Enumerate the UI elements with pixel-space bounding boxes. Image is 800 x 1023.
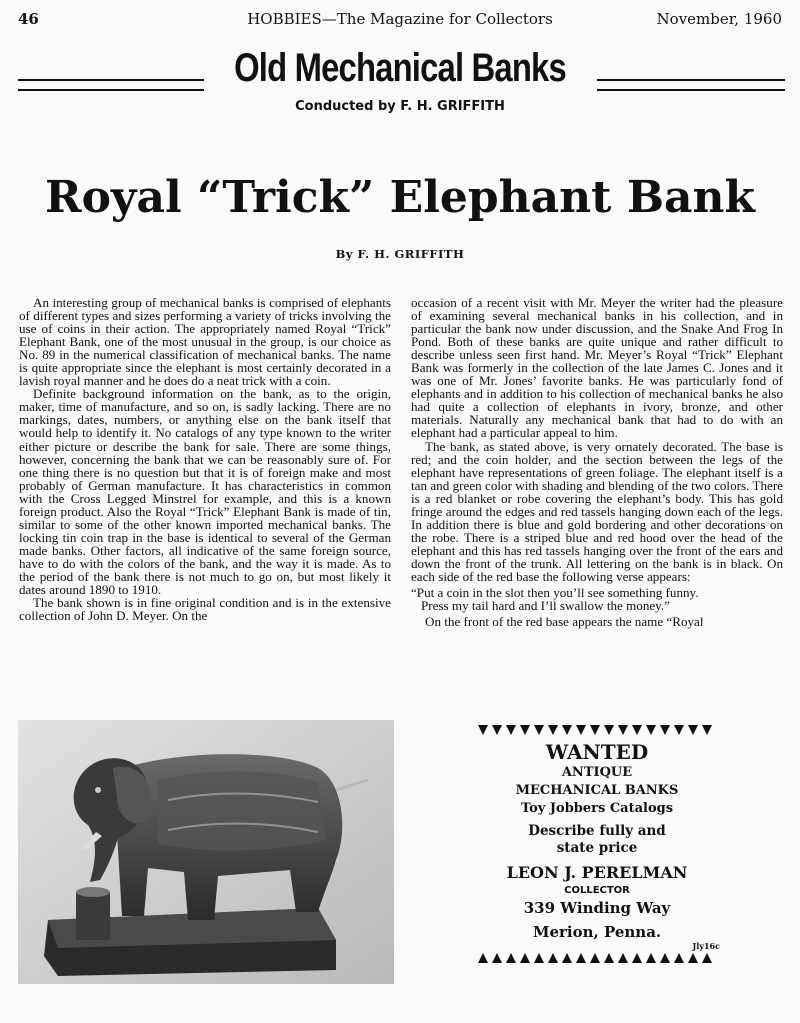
elephant-bank-photo	[18, 720, 394, 984]
ad-heading: WANTED	[545, 740, 649, 764]
bottom-triangle-border-icon	[472, 951, 722, 963]
byline: By F. H. GRIFFITH	[335, 247, 465, 261]
ad-line: MECHANICAL BANKS	[515, 783, 679, 798]
page-number: 46	[18, 10, 39, 28]
paragraph: Definite background information on the bank, as to the origin, maker, time of manufacture, and so on, is sadly lacking. There are no markings, dates, numbers, or anything else on the bank itself that would help to identify it. No catalogs of any type known to the writer either picture or describe the bank for sale. There are some things, however, concerning the bank that we can be reasonably sure of. For one thing there is no question but that it is of foreign make and most probably of German manufacture. It has characteristics in common with the Cross Legged Minstrel for example, and this is a known foreign product. Also the Royal “Trick” Elephant Bank is made of tin, similar to some of the other known imported mechanical banks. The locking tin coin trap in the base is identical to several of the German made banks. Other factors, all indicative of the same foreign source, have to do with the colors of the bank, and the way it is made. As to the period of the bank there is not much to go on, but most likely it dates around 1890 to 1910.	[19, 386, 391, 598]
paragraph: occasion of a recent visit with Mr. Meyer the writer had the pleasure of examining several mechanical banks in his collection, and in particular the bank now under discussion, and the Snake And Frog In Pond. Both of these banks are quite unique and rather difficult to describe unless seen first hand. Mr. Meyer’s Royal “Trick” Elephant Bank was formerly in the collection of the late James C. Jones and it was one of Mr. Jones’ favorite banks. He was particularly fond of elephants and in addition to his collection of mechanical banks he also had quite a collection of elephants in ivory, bronze, and other materials. Naturally any mechanical bank that had to do with an elephant had a particular appeal to him.	[411, 295, 783, 441]
verse	[411, 586, 783, 612]
ad-name: LEON J. PERELMAN	[506, 863, 688, 882]
publication-title: HOBBIES—The Magazine for Collectors	[247, 10, 553, 28]
department-title: Old Mechanical Banks	[234, 46, 566, 90]
ad-city: Merion, Penna.	[532, 923, 662, 941]
left-column	[19, 296, 391, 622]
paragraph: An interesting group of mechanical banks is comprised of elephants of different types and sizes performing a variety of tricks involving the use of coins in their action. The appropriately named Royal “Trick” Elephant Bank, one of the most unusual in the group, is our choice as No. 89 in the numerical classification of mechanical banks. The name is quite appropriate since the elephant is most certainly decorated in a lavish royal manner and he does do a neat trick with a coin.	[19, 295, 391, 389]
ad-role: COLLECTOR	[564, 885, 630, 896]
elephant-bank-icon	[18, 720, 394, 984]
verse-line: “Put a coin in the slot then you’ll see something funny.	[411, 585, 699, 601]
ad-line: ANTIQUE	[561, 765, 633, 780]
running-head	[18, 10, 782, 32]
ad-code: Jly16c	[692, 941, 720, 951]
ad-line: Describe fully and	[528, 823, 666, 839]
paragraph: The bank, as stated above, is very ornately decorated. The base is red; and the coin holder, and the section between the legs of the elephant have representations of green foliage. The elephant itself is a tan and green color with shading and blending of the two colors. There is a red blanket or robe covering the elephant’s body. This has gold fringe around the edges and red tassels hanging down each of the legs. In addition there is blue and gold bordering and other decorations on the robe. There is a striped blue and red hood over the head of the elephant and this has red tassels hanging over the front of the ears and down the front of the trunk. All lettering on the bank is in black. On each side of the red base the following verse appears:	[411, 438, 783, 584]
paragraph: The bank shown is in fine original condition and is in the extensive collection of John D. Meyer. On the	[19, 595, 391, 624]
wanted-advertisement	[472, 725, 722, 975]
article-title: Royal “Trick” Elephant Bank	[45, 172, 755, 223]
right-column	[411, 296, 783, 628]
ad-line: Toy Jobbers Catalogs	[520, 801, 674, 816]
verse-line: Press my tail hard and I’ll swallow the money.”	[421, 598, 670, 614]
ad-street: 339 Winding Way	[523, 899, 671, 917]
paragraph: On the front of the red base appears the name “Royal	[425, 614, 704, 630]
top-triangle-border-icon	[472, 725, 722, 737]
ad-line: state price	[556, 840, 638, 856]
department-subtitle: Conducted by F. H. GRIFFITH	[295, 99, 505, 114]
issue-date: November, 1960	[656, 10, 782, 28]
